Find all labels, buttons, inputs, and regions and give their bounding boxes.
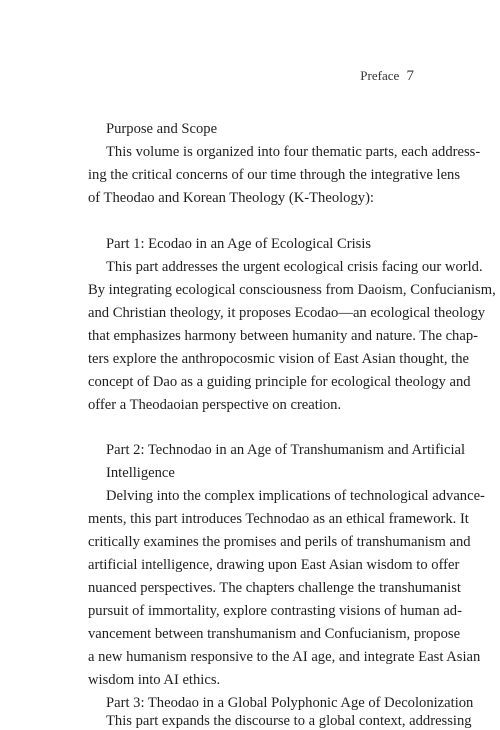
paragraph-line: ing the critical concerns of our time through the integrative lens: [88, 167, 461, 183]
part-1-heading: Part 1: Ecodao in an Age of Ecological Crisis: [106, 236, 372, 252]
paragraph-line: pursuit of immortality, explore contrasting visions of human ad-: [88, 603, 462, 619]
running-head-label: Preface: [360, 68, 400, 83]
paragraph-line: a new humanism responsive to the AI age, and integrate East Asian: [88, 649, 481, 665]
part-2-heading-continued: Intelligence: [106, 465, 175, 481]
paragraph-line: ters explore the anthropocosmic vision of East Asian thought, the: [88, 351, 469, 367]
paragraph-line: artificial intelligence, drawing upon East Asian wisdom to offer: [88, 557, 460, 573]
paragraph-line: concept of Dao as a guiding principle for ecological theology and: [88, 374, 471, 390]
paragraph-line: offer a Theodaoian perspective on creation.: [88, 397, 342, 413]
paragraph-line: wisdom into AI ethics.: [88, 672, 221, 688]
paragraph-line: Delving into the complex implications of technological advance-: [106, 488, 485, 504]
paragraph-line: of Theodao and Korean Theology (K-Theology):: [88, 190, 374, 206]
page-number: 7: [406, 68, 414, 84]
paragraph-line: By integrating ecological consciousness from Daoism, Confucianism,: [88, 282, 496, 298]
paragraph-line: and Christian theology, it proposes Ecodao—an ecological theology: [88, 305, 486, 321]
paragraph-line: ments, this part introduces Technodao as an ethical framework. It: [88, 511, 469, 527]
paragraph-line: This part addresses the urgent ecological crisis facing our world.: [106, 259, 483, 275]
part-2-heading: Part 2: Technodao in an Age of Transhumanism and Artificial: [106, 442, 466, 458]
running-head: [360, 68, 414, 85]
paragraph-line: nuanced perspectives. The chapters challenge the transhumanist: [88, 580, 461, 596]
part-3-heading: Part 3: Theodao in a Global Polyphonic Age of Decolonization: [106, 695, 474, 711]
paragraph-line: This part expands the discourse to a global context, addressing: [106, 713, 472, 729]
section-heading-purpose-and-scope: Purpose and Scope: [106, 121, 218, 137]
paragraph-line: vancement between transhumanism and Confucianism, propose: [88, 626, 461, 642]
paragraph-line: critically examines the promises and perils of transhumanism and: [88, 534, 471, 550]
paragraph-line: that emphasizes harmony between humanity and nature. The chap-: [88, 328, 478, 344]
paragraph-line: This volume is organized into four thematic parts, each address-: [106, 144, 481, 160]
